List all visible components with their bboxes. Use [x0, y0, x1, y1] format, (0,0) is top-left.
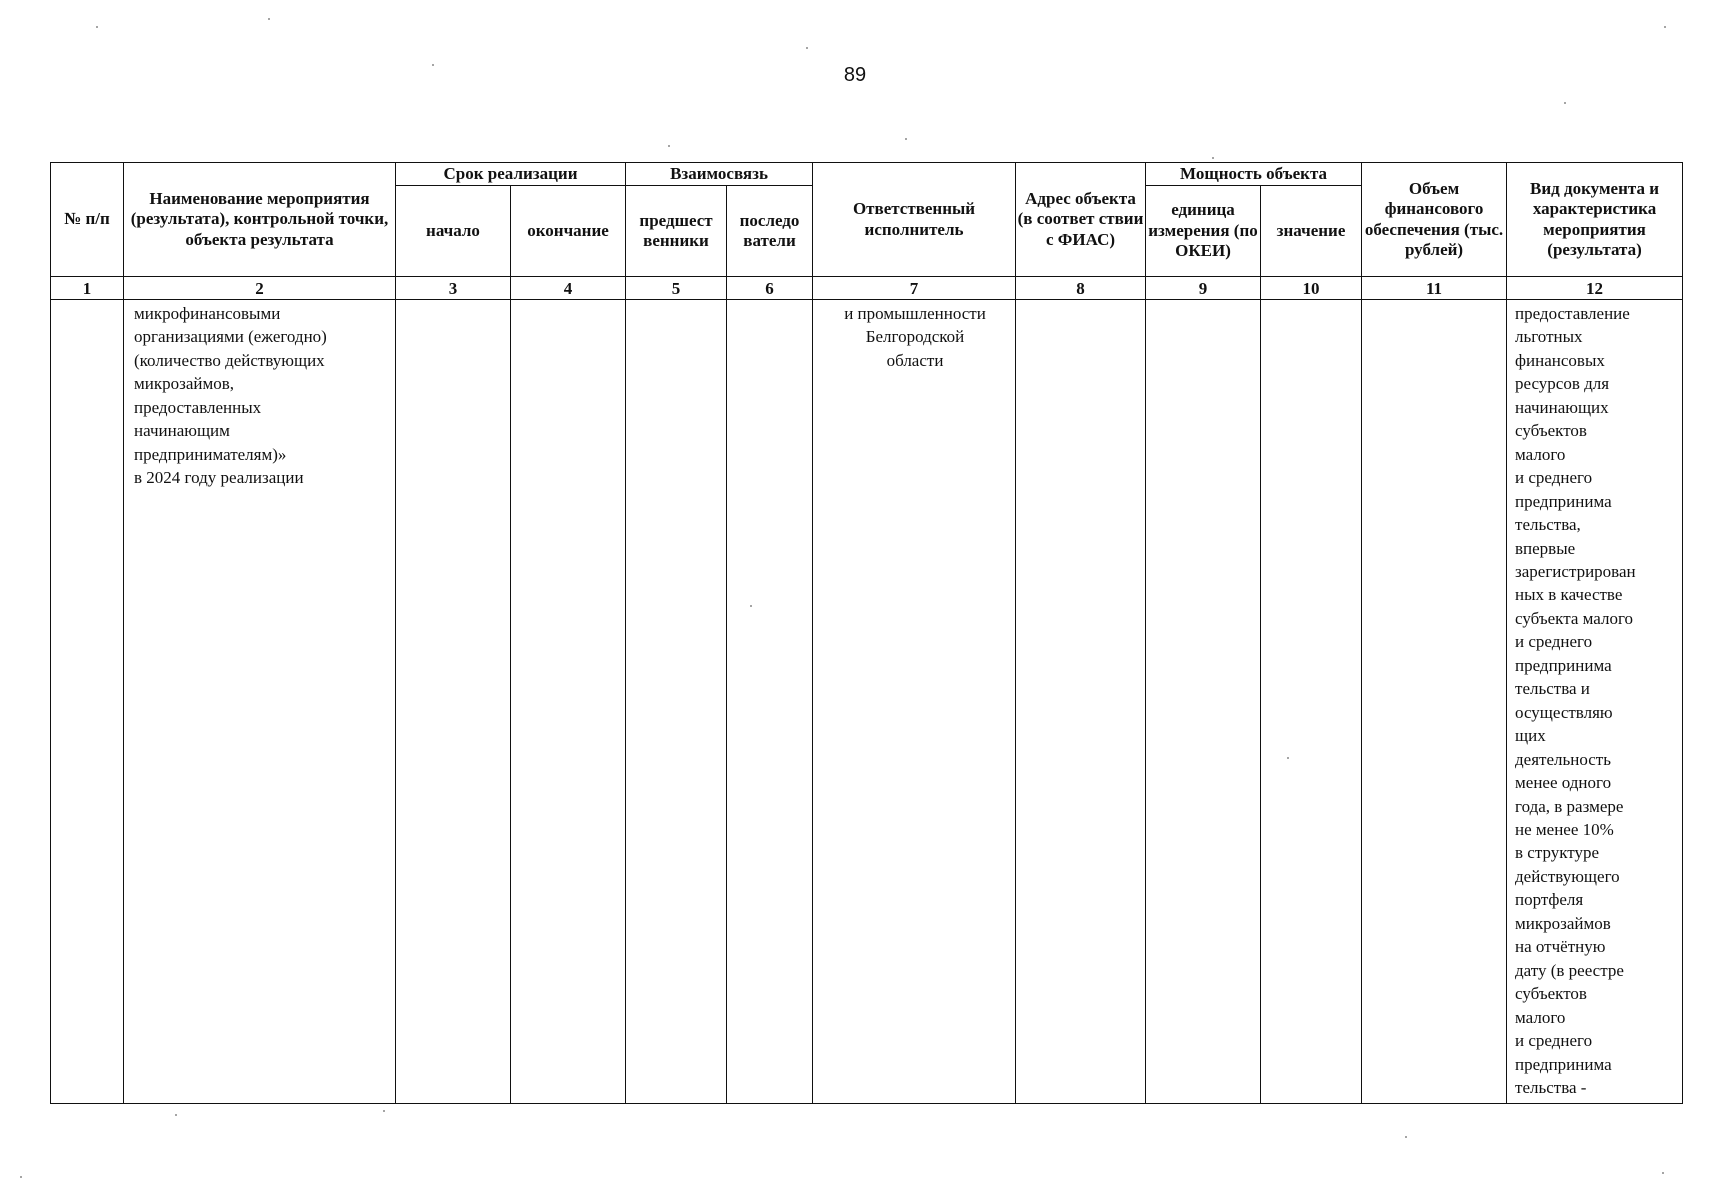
- text-line: финансовых: [1515, 350, 1605, 370]
- text-line: предпринимателям)»: [134, 444, 287, 464]
- scan-speck: [268, 18, 270, 20]
- scan-speck: [96, 26, 98, 28]
- scan-speck: [905, 138, 907, 140]
- header-value: значение: [1261, 186, 1362, 277]
- header-responsible: Ответственный исполнитель: [813, 163, 1016, 277]
- cell-predecessors: [626, 300, 727, 1104]
- header-group-link: Взаимосвязь: [626, 163, 813, 186]
- text-line: не менее 10%: [1515, 819, 1614, 839]
- text-line: малого: [1515, 1007, 1566, 1027]
- text-line: начинающих: [1515, 397, 1609, 417]
- text-line: портфеля: [1515, 890, 1584, 910]
- text-line: в структуре: [1515, 843, 1600, 863]
- text-line: ных в качестве: [1515, 585, 1623, 605]
- scan-speck: [383, 1110, 385, 1112]
- cell-name: [124, 300, 396, 1104]
- document-text: [1507, 300, 1682, 1099]
- page-number: 89: [843, 64, 867, 86]
- text-line: деятельность: [1515, 749, 1611, 769]
- col-number: 10: [1261, 277, 1362, 300]
- scan-speck: [1564, 102, 1566, 104]
- scan-speck: [1405, 1136, 1407, 1138]
- cell-financing: [1362, 300, 1507, 1104]
- text-line: предпринима: [1515, 491, 1612, 511]
- header-document: Вид документа и характеристика мероприятия (результата): [1507, 163, 1683, 277]
- header-start: начало: [396, 186, 511, 277]
- cell-address: [1016, 300, 1146, 1104]
- col-number: 3: [396, 277, 511, 300]
- header-unit: единица измерения (по ОКЕИ): [1146, 186, 1261, 277]
- text-line: осуществляю: [1515, 702, 1613, 722]
- cell-num: [51, 300, 124, 1104]
- text-line: в 2024 году реализации: [134, 468, 304, 488]
- scan-speck: [1287, 757, 1289, 759]
- col-number: 8: [1016, 277, 1146, 300]
- header-name: Наименование мероприятия (результата), контрольной точки, объекта результата: [124, 163, 396, 277]
- text-line: и среднего: [1515, 468, 1593, 488]
- header-num: № п/п: [51, 163, 124, 277]
- text-line: (количество действующих: [134, 350, 325, 370]
- text-line: тельства и: [1515, 679, 1590, 699]
- scan-speck: [1662, 1172, 1664, 1174]
- text-line: субъекта малого: [1515, 608, 1634, 628]
- cell-unit: [1146, 300, 1261, 1104]
- text-line: дату (в реестре: [1515, 960, 1624, 980]
- text-line: тельства -: [1515, 1077, 1587, 1097]
- header-financing: Объем финансового обеспечения (тыс. рублей): [1362, 163, 1507, 277]
- col-number: 11: [1362, 277, 1507, 300]
- text-line: микрозаймов: [1515, 913, 1611, 933]
- col-number: 2: [124, 277, 396, 300]
- measure-name-text: [124, 300, 395, 490]
- header-group-power: Мощность объекта: [1146, 163, 1362, 186]
- text-line: зарегистрирован: [1515, 561, 1636, 581]
- cell-document: [1507, 300, 1683, 1104]
- col-number: 1: [51, 277, 124, 300]
- cell-value: [1261, 300, 1362, 1104]
- text-line: и промышленности: [844, 304, 986, 323]
- text-line: области: [886, 350, 944, 370]
- scan-speck: [806, 47, 808, 49]
- col-number: 6: [727, 277, 813, 300]
- header-predecessors: предшест венники: [626, 186, 727, 277]
- col-number: 9: [1146, 277, 1261, 300]
- cell-start: [396, 300, 511, 1104]
- text-line: субъектов: [1515, 421, 1587, 441]
- measures-table: [50, 162, 1683, 1104]
- text-line: и среднего: [1515, 1031, 1593, 1051]
- text-line: предпринима: [1515, 1054, 1612, 1074]
- text-line: щих: [1515, 726, 1546, 746]
- text-line: впервые: [1515, 538, 1576, 558]
- cell-end: [511, 300, 626, 1104]
- text-line: предпринима: [1515, 655, 1612, 675]
- header-group-period: Срок реализации: [396, 163, 626, 186]
- scan-speck: [668, 145, 670, 147]
- text-line: тельства,: [1515, 515, 1581, 535]
- header-end: окончание: [511, 186, 626, 277]
- text-line: и среднего: [1515, 632, 1593, 652]
- scan-speck: [750, 605, 752, 607]
- text-line: начинающим: [134, 421, 230, 441]
- responsible-text: [813, 300, 1015, 372]
- text-line: организациями (ежегодно): [134, 327, 327, 347]
- text-line: малого: [1515, 444, 1566, 464]
- text-line: на отчётную: [1515, 937, 1606, 957]
- text-line: Белгородской: [865, 327, 965, 347]
- text-line: действующего: [1515, 866, 1620, 886]
- scan-speck: [175, 1114, 177, 1116]
- header-address: Адрес объекта (в соответ ствии с ФИАС): [1016, 163, 1146, 277]
- text-line: микрозаймов,: [134, 374, 235, 394]
- text-line: предоставленных: [134, 397, 262, 417]
- col-number: 7: [813, 277, 1016, 300]
- text-line: субъектов: [1515, 984, 1587, 1004]
- scan-speck: [1664, 26, 1666, 28]
- col-number: 4: [511, 277, 626, 300]
- scan-speck: [432, 64, 434, 66]
- text-line: предоставление: [1515, 304, 1630, 323]
- text-line: года, в размере: [1515, 796, 1624, 816]
- col-number: 12: [1507, 277, 1683, 300]
- scan-speck: [1212, 157, 1214, 159]
- table-row: [51, 300, 1683, 1104]
- text-line: микрофинансовыми: [134, 304, 281, 323]
- text-line: льготных: [1515, 327, 1583, 347]
- cell-responsible: [813, 300, 1016, 1104]
- scan-speck: [20, 1176, 22, 1178]
- header-successors: последо ватели: [727, 186, 813, 277]
- text-line: ресурсов для: [1515, 374, 1610, 394]
- col-number: 5: [626, 277, 727, 300]
- cell-successors: [727, 300, 813, 1104]
- text-line: менее одного: [1515, 773, 1612, 793]
